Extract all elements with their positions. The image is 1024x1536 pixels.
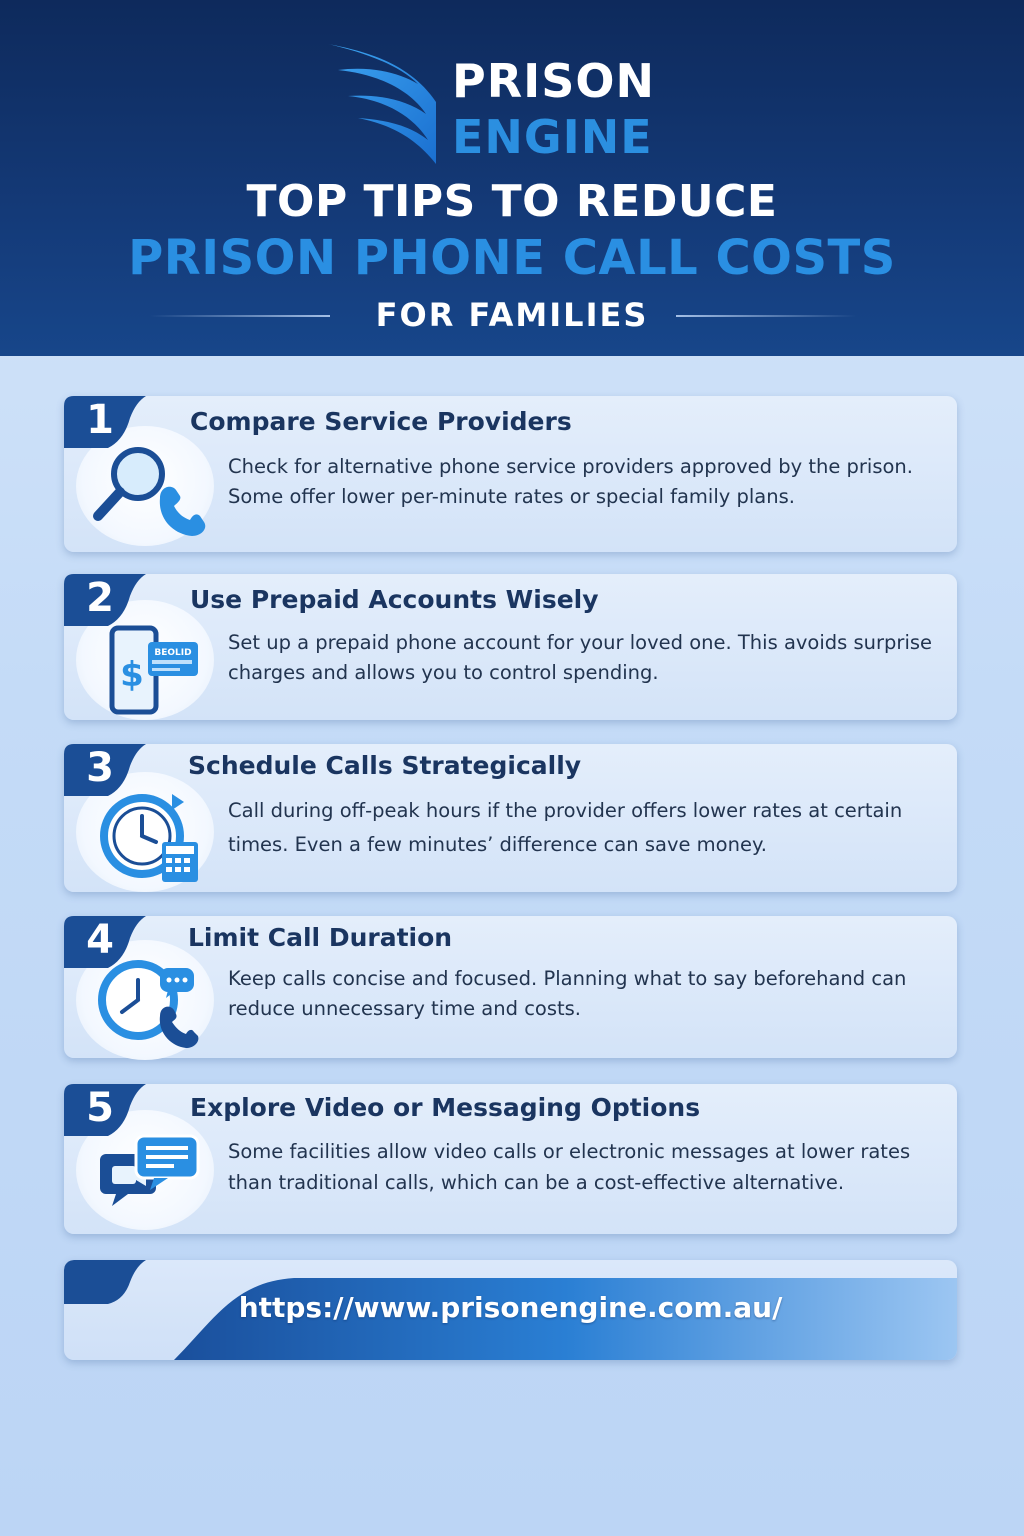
- tip-title: Use Prepaid Accounts Wisely: [190, 585, 599, 614]
- tip-number: 5: [86, 1085, 114, 1131]
- page-title-line1: TOP TIPS TO REDUCE: [246, 176, 778, 227]
- tip-card-1: [64, 396, 957, 552]
- logo: [318, 40, 708, 170]
- tip-description: Some facilities allow video calls or electronic messages at lower rates than traditional calls, which can be a cost-effective alternative.: [228, 1140, 911, 1194]
- tip-card-5: [64, 1084, 957, 1234]
- tip-number: 3: [86, 745, 114, 791]
- website-link[interactable]: https://www.prisonengine.com.au/: [238, 1291, 783, 1324]
- brand-name-line2: ENGINE: [452, 110, 653, 164]
- tip-title: Explore Video or Messaging Options: [190, 1093, 701, 1122]
- tip-description: Keep calls concise and focused. Planning what to say beforehand can reduce unnecessary time and costs.: [228, 967, 907, 1020]
- tip-card-4: [64, 916, 957, 1058]
- brand-name-line1: PRISON: [452, 54, 655, 108]
- tip-title: Schedule Calls Strategically: [188, 751, 582, 780]
- tip-number-tab: [64, 1084, 146, 1136]
- tip-number-tab: [64, 396, 146, 448]
- svg-text:$: $: [120, 655, 144, 695]
- tip-description: Check for alternative phone service providers approved by the prison. Some offer lower per-minute rates or special family plans.: [228, 455, 913, 508]
- tip-card-3: [64, 744, 957, 892]
- page-subtitle: FOR FAMILIES: [375, 296, 649, 334]
- footer-banner: [64, 1260, 957, 1360]
- tip-number-tab: [64, 916, 146, 968]
- header: [0, 0, 1024, 356]
- tip-number: 1: [86, 397, 114, 443]
- card-label: BEOLID: [154, 648, 192, 658]
- tip-number-tab: [64, 744, 146, 796]
- page-title-line2: PRISON PHONE CALL COSTS: [128, 230, 896, 286]
- tip-description: Set up a prepaid phone account for your loved one. This avoids surprise charges and allows you to control spending.: [228, 631, 933, 684]
- tip-description: Call during off-peak hours if the provider offers lower rates at certain times. Even a few minutes’ difference can save money.: [228, 799, 903, 856]
- tip-title: Compare Service Providers: [190, 407, 572, 436]
- tip-card-2: [64, 574, 957, 720]
- subtitle-divider-right: [676, 315, 856, 317]
- tip-title: Limit Call Duration: [188, 923, 453, 952]
- tip-number: 4: [86, 917, 114, 963]
- wing-logo-icon: [318, 40, 448, 170]
- tip-number-tab: [64, 574, 146, 626]
- subtitle-row: [0, 296, 1024, 336]
- tip-number: 2: [86, 575, 114, 621]
